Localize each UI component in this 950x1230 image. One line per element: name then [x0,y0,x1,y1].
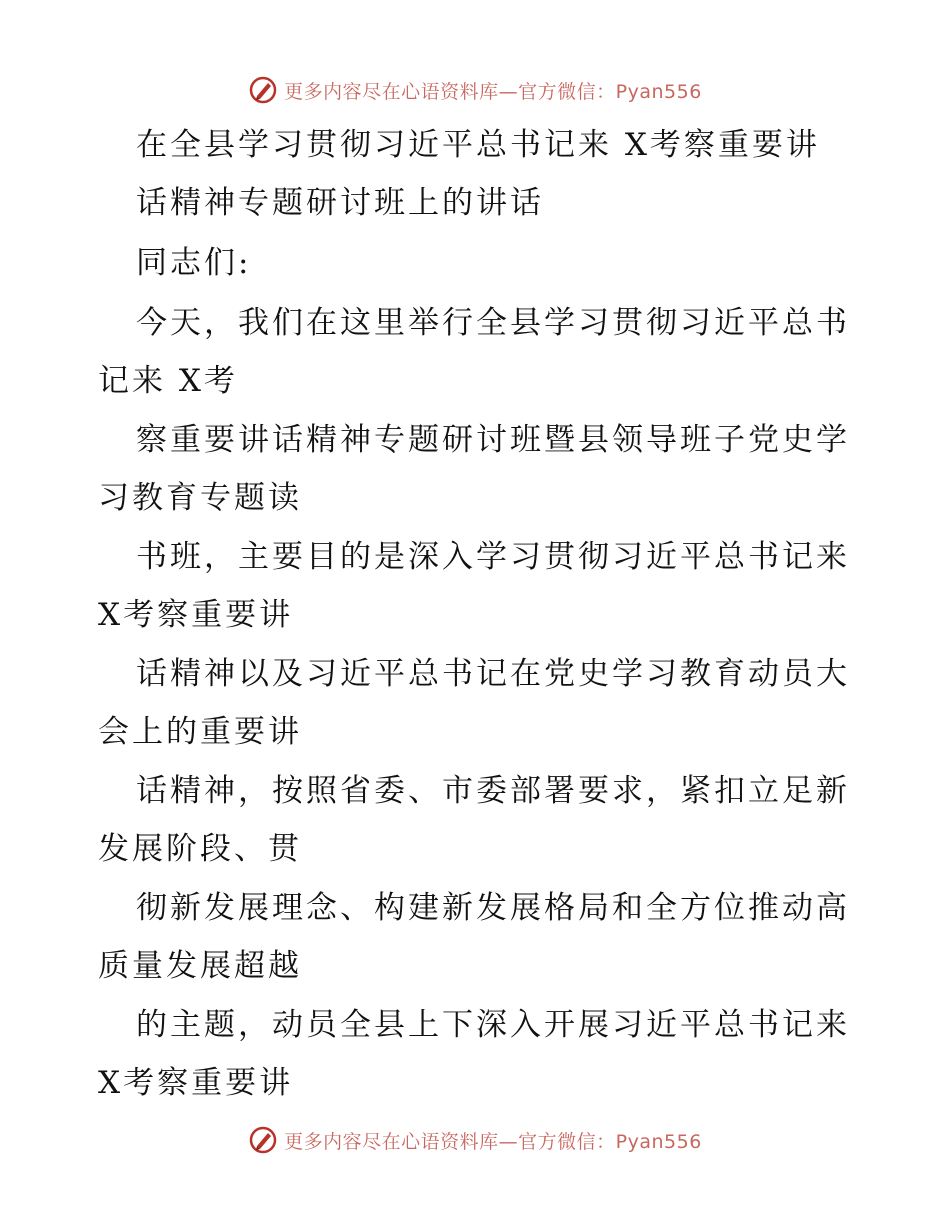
footer-watermark [0,1120,950,1160]
body-line: X考察重要讲 [98,1065,294,1101]
watermark-text: 更多内容尽在心语资料库—官方微信：Pyan556 [284,80,702,103]
body-line: 的主题，动员全县上下深入开展习近平总书记来 [136,1007,850,1043]
body-line: 发展阶段、贯 [98,831,302,867]
salutation: 同志们: [136,245,252,281]
title-line-2: 话精神专题研讨班上的讲话 [136,185,544,221]
body-line: X考察重要讲 [98,597,294,633]
body-line: 会上的重要讲 [98,714,302,750]
body-line: 今天，我们在这里举行全县学习贯彻习近平总书 [136,305,850,341]
body-line: 察重要讲话精神专题研讨班暨县领导班子党史学 [136,422,850,458]
body-line: 书班，主要目的是深入学习贯彻习近平总书记来 [136,539,850,575]
header-watermark [0,70,950,110]
pen-logo-icon [248,75,278,105]
body-line: 记来 X考 [98,363,238,399]
body-line: 习教育专题读 [98,480,302,516]
watermark-text: 更多内容尽在心语资料库—官方微信：Pyan556 [284,1130,702,1153]
body-line: 话精神以及习近平总书记在党史学习教育动员大 [136,656,850,692]
body-line: 彻新发展理念、构建新发展格局和全方位推动高 [136,890,850,926]
body-line: 质量发展超越 [98,948,302,984]
title-line-1: 在全县学习贯彻习近平总书记来 X考察重要讲 [136,127,820,163]
body-line: 话精神，按照省委、市委部署要求，紧扣立足新 [136,773,850,809]
pen-logo-icon [248,1125,278,1155]
